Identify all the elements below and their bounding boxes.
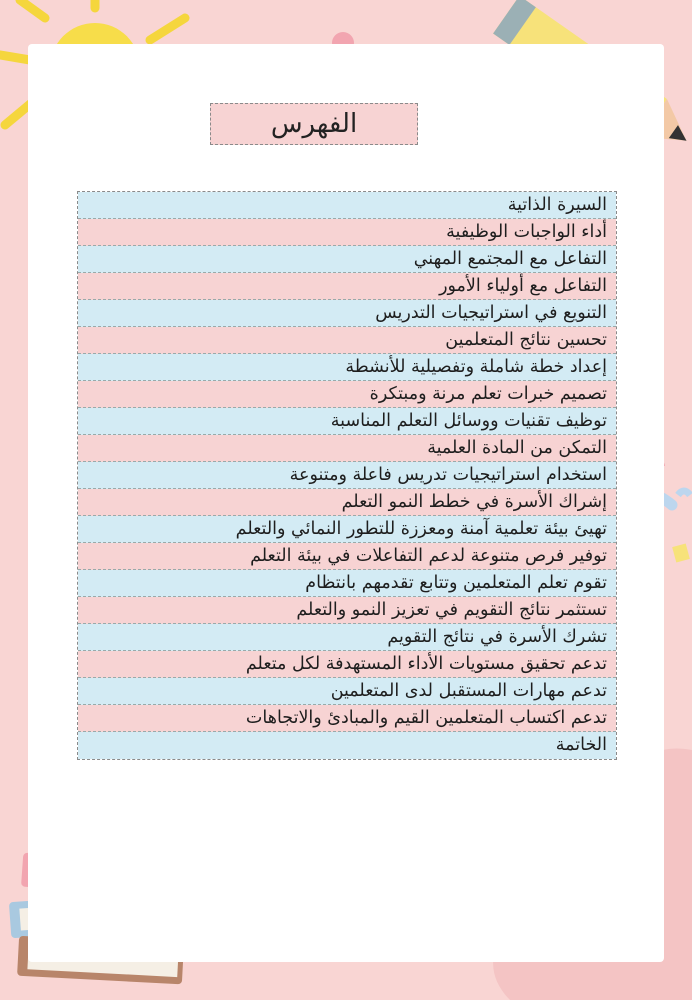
toc-list: [77, 191, 617, 760]
toc-item: تحسين نتائج المتعلمين: [78, 327, 616, 354]
toc-item: تستثمر نتائج التقويم في تعزيز النمو والتعلم: [78, 597, 616, 624]
toc-item: تصميم خبرات تعلم مرنة ومبتكرة: [78, 381, 616, 408]
toc-item: توفير فرص متنوعة لدعم التفاعلات في بيئة التعلم: [78, 543, 616, 570]
toc-item: توظيف تقنيات ووسائل التعلم المناسبة: [78, 408, 616, 435]
toc-item: تدعم اكتساب المتعلمين القيم والمبادئ والاتجاهات: [78, 705, 616, 732]
toc-item: تدعم تحقيق مستويات الأداء المستهدفة لكل متعلم: [78, 651, 616, 678]
toc-item: التمكن من المادة العلمية: [78, 435, 616, 462]
toc-item: استخدام استراتيجيات تدريس فاعلة ومتنوعة: [78, 462, 616, 489]
toc-item: التنويع في استراتيجيات التدريس: [78, 300, 616, 327]
toc-item: إشراك الأسرة في خطط النمو التعلم: [78, 489, 616, 516]
toc-item: تهيئ بيئة تعلمية آمنة ومعززة للتطور النمائي والتعلم: [78, 516, 616, 543]
toc-item: التفاعل مع المجتمع المهني: [78, 246, 616, 273]
toc-item: السيرة الذاتية: [78, 192, 616, 219]
toc-item: أداء الواجبات الوظيفية: [78, 219, 616, 246]
toc-item: التفاعل مع أولياء الأمور: [78, 273, 616, 300]
toc-item: تشرك الأسرة في نتائج التقويم: [78, 624, 616, 651]
toc-item: الخاتمة: [78, 732, 616, 759]
page-title: الفهرس: [210, 103, 418, 145]
toc-item: إعداد خطة شاملة وتفصيلية للأنشطة: [78, 354, 616, 381]
toc-item: تدعم مهارات المستقبل لدى المتعلمين: [78, 678, 616, 705]
toc-item: تقوم تعلم المتعلمين وتتابع تقدمهم بانتظام: [78, 570, 616, 597]
